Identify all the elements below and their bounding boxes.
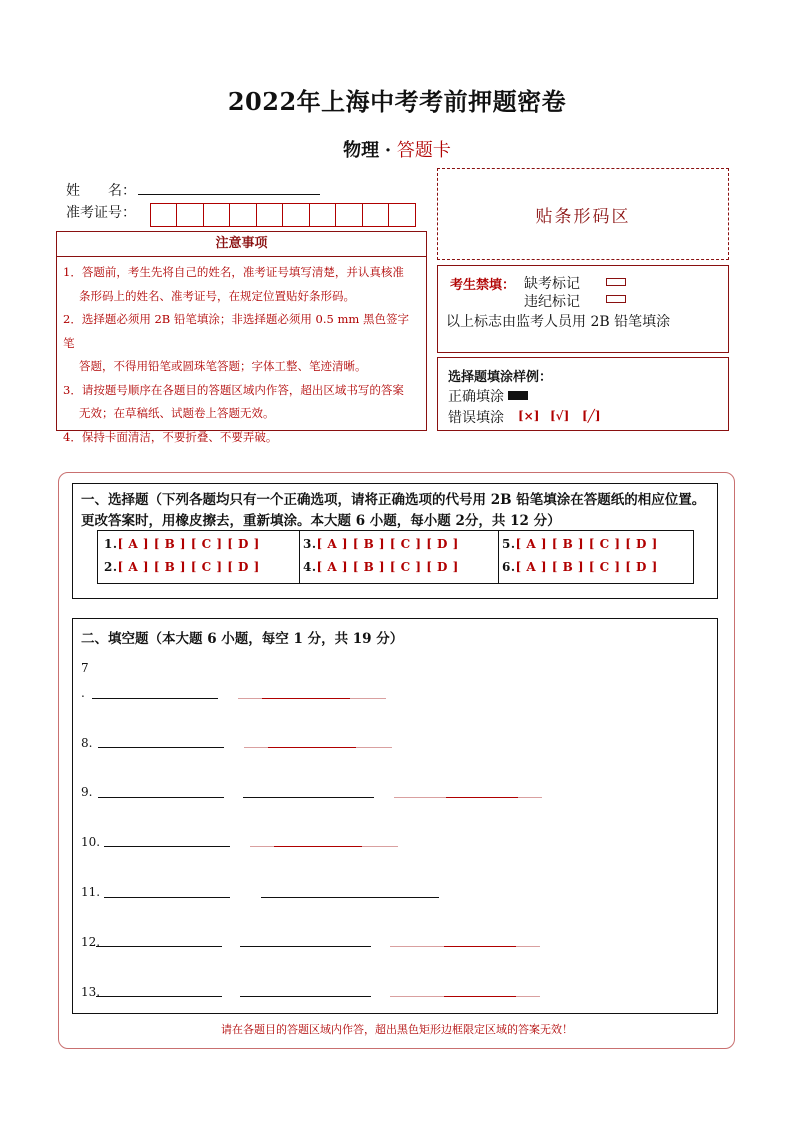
violation-label: 违纪标记: [524, 294, 580, 310]
notice-box: [56, 231, 427, 444]
subject-label: 物理: [343, 140, 380, 161]
choice-question-3[interactable]: [303, 537, 459, 551]
exam-id-cell[interactable]: [363, 204, 389, 227]
q13-blank-3-mark: [444, 996, 516, 997]
id-label: 准考证号：: [66, 205, 136, 221]
exam-id-boxes[interactable]: [150, 203, 416, 227]
choice-question-1[interactable]: [104, 537, 260, 551]
q9-blank-2[interactable]: [243, 797, 374, 798]
q8-blank-2-mark: [268, 747, 356, 748]
question-number: 3.: [303, 537, 317, 551]
q8-blank-1[interactable]: [98, 747, 224, 748]
notice-item: 4．保持卡面清洁，不要折叠、不要弄破。: [63, 429, 278, 444]
wrong-mark-x: [×]: [518, 409, 540, 423]
q7-dot: .: [81, 686, 85, 700]
notice-list: [57, 257, 426, 449]
subtitle: [0, 136, 794, 162]
question-number: 5.: [502, 537, 516, 551]
choice-title-line2: 更改答案时，用橡皮擦去，重新填涂。本大题 6 小题，每小题 2分，共 12 分）: [81, 513, 561, 529]
question-number: 4.: [303, 560, 317, 574]
exam-id-cell[interactable]: [257, 204, 283, 227]
q12-blank-3-mark: [444, 946, 516, 947]
choice-question-4[interactable]: [303, 560, 459, 574]
card-label: 答题卡: [396, 140, 451, 161]
exam-id-cell[interactable]: [151, 204, 177, 227]
notice-item: 2．选择题必须用 2B 铅笔填涂；非选择题必须用 0.5 mm 黑色签字笔: [63, 312, 409, 350]
wrong-fill-label: 错误填涂: [448, 410, 504, 426]
q9-number: 9.: [81, 785, 93, 799]
choice-question-5[interactable]: [502, 537, 658, 551]
exam-id-cell[interactable]: [231, 204, 257, 227]
exam-id-cell[interactable]: [178, 204, 204, 227]
exam-id-cell[interactable]: [337, 204, 363, 227]
q12-number: 12.: [81, 935, 101, 949]
q7-blank-2-mark: [262, 698, 350, 699]
choice-options[interactable]: [ A ] [ B ] [ C ] [ D ]: [515, 537, 658, 551]
violation-mark-box[interactable]: [606, 295, 626, 303]
q9-blank-1[interactable]: [98, 797, 224, 798]
q12-blank-2[interactable]: [240, 946, 371, 947]
grid-divider: [498, 531, 499, 583]
notice-item: 答题，不得用铅笔或圆珠笔答题；字体工整、笔迹清晰。: [79, 359, 367, 373]
notice-item: 3．请按题号顺序在各题目的答题区域内作答，超出区域书写的答案: [63, 382, 404, 397]
wrong-mark-slash: [╱]: [582, 409, 601, 423]
notice-item: 条形码上的姓名、准考证号，在规定位置贴好条形码。: [79, 288, 355, 303]
choice-question-2[interactable]: [104, 560, 260, 574]
exam-id-cell[interactable]: [204, 204, 230, 227]
q11-blank-2[interactable]: [261, 897, 439, 898]
absent-label: 缺考标记: [524, 276, 580, 292]
q13-number: 13.: [81, 985, 101, 999]
choice-options[interactable]: [ A ] [ B ] [ C ] [ D ]: [117, 560, 260, 574]
question-number: 1.: [104, 537, 118, 551]
choice-question-6[interactable]: [502, 560, 658, 574]
name-label: 姓 名：: [66, 183, 136, 199]
q10-blank-1[interactable]: [104, 846, 230, 847]
q7-blank-1[interactable]: [92, 698, 218, 699]
barcode-area: 贴条形码区: [437, 168, 729, 260]
q9-blank-3-mark: [446, 797, 518, 798]
question-number: 2.: [104, 560, 118, 574]
forbidden-note: 以上标志由监考人员用 2B 铅笔填涂: [446, 314, 671, 330]
absent-mark-box[interactable]: [606, 278, 626, 286]
correct-fill-sample: [508, 391, 528, 400]
forbidden-label: 考生禁填：: [450, 278, 516, 293]
correct-fill-label: 正确填涂: [448, 389, 504, 405]
choice-options[interactable]: [ A ] [ B ] [ C ] [ D ]: [117, 537, 260, 551]
q11-blank-1[interactable]: [104, 897, 230, 898]
notice-item: 无效；在草稿纸、试题卷上答题无效。: [79, 406, 275, 420]
notice-item: 1．答题前，考生先将自己的姓名，准考证号填写清楚，并认真核准: [63, 265, 404, 279]
q12-blank-1[interactable]: [96, 946, 222, 947]
q10-number: 10.: [81, 835, 101, 849]
choice-options[interactable]: [ A ] [ B ] [ C ] [ D ]: [515, 560, 658, 574]
forbidden-box: [437, 265, 729, 353]
q10-blank-2-mark: [274, 846, 362, 847]
subtitle-dot: ·: [384, 140, 392, 161]
wrong-mark-check: [√]: [550, 409, 570, 423]
fill-sample-box: [437, 357, 729, 431]
choice-options[interactable]: [ A ] [ B ] [ C ] [ D ]: [316, 537, 459, 551]
fill-title: 二、填空题（本大题 6 小题，每空 1 分，共 19 分）: [81, 631, 404, 647]
page-title: 2022年上海中考考前押题密卷: [227, 87, 567, 116]
choice-grid: [97, 530, 694, 584]
section-fill: [72, 618, 718, 1014]
question-number: 6.: [502, 560, 516, 574]
notice-heading: 注意事项: [57, 232, 426, 257]
q13-blank-2[interactable]: [240, 996, 371, 997]
exam-id-cell[interactable]: [284, 204, 310, 227]
choice-title-line1: 一、选择题（下列各题均只有一个正确选项，请将正确选项的代号用 2B 铅笔填涂在答题纸的相应位置。: [81, 492, 706, 508]
q8-number: 8.: [81, 736, 93, 750]
name-field[interactable]: [138, 194, 320, 195]
q11-number: 11.: [81, 885, 101, 899]
q7-number: 7: [81, 661, 89, 675]
grid-divider: [299, 531, 300, 583]
fill-sample-label: 选择题填涂样例：: [448, 370, 553, 385]
footer-warning: 请在各题目的答题区域内作答，超出黑色矩形边框限定区域的答案无效！: [221, 1023, 573, 1036]
choice-options[interactable]: [ A ] [ B ] [ C ] [ D ]: [316, 560, 459, 574]
q13-blank-1[interactable]: [96, 996, 222, 997]
exam-id-cell[interactable]: [310, 204, 336, 227]
